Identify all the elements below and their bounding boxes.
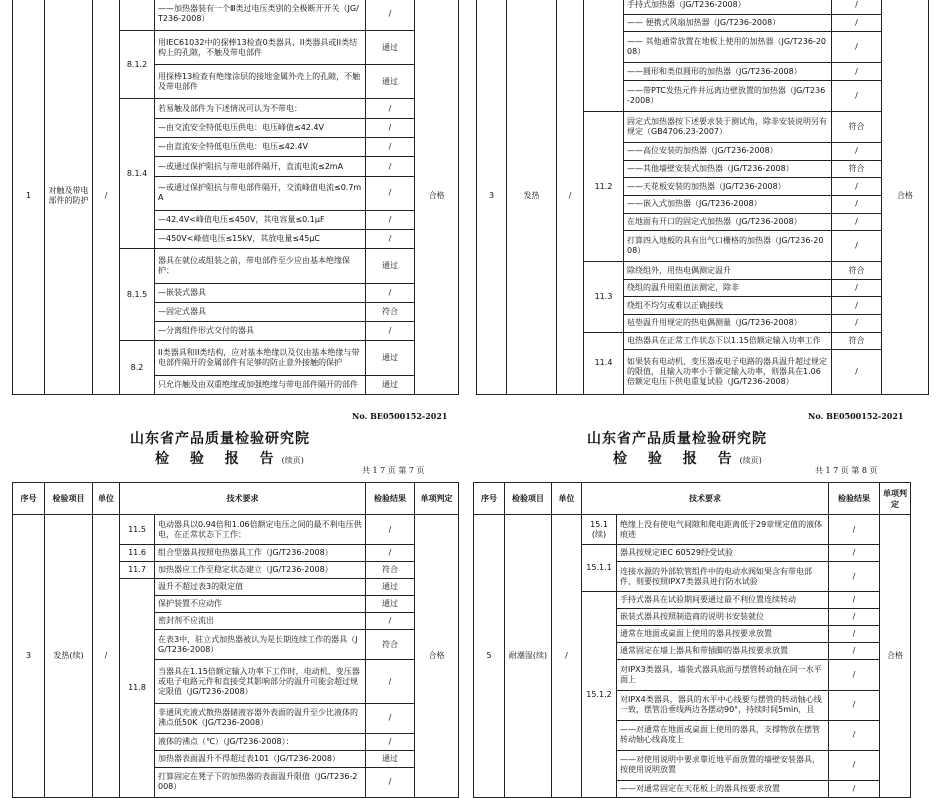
requirement-cell: 除绕组外，用热电偶测定温升 [624, 262, 832, 280]
result-cell: / [366, 545, 415, 562]
requirement-cell: 在表3中，驻立式加热器被认为是长期连续工作的器具（JG/T236-2008） [155, 630, 366, 660]
requirement-cell: 如果装有电动机、变压器或电子电路的器具温升超过规定的限值，且输入功率小于额定输入功率，则器具在1.06倍额定电压下供电重复试验（JG/T236-2008） [624, 350, 832, 395]
report-number: No. BE0500152-2021 [808, 411, 904, 421]
result-cell: / [829, 515, 880, 545]
requirement-cell: 对IPX3类器具，墙装式器具底面与摆管转动轴在同一水平面上 [617, 660, 829, 690]
requirement-cell: 保护装置不应动作 [155, 596, 366, 613]
requirement-cell: 密封剂不应流出 [155, 613, 366, 630]
result-cell: 通过 [366, 750, 415, 767]
result-cell: / [832, 350, 882, 395]
clause-cell: 11.7 [120, 562, 155, 579]
requirement-cell: ——圆形和类似圆形的加热器（JG/T236-2008） [624, 63, 832, 81]
result-cell: 符合 [832, 332, 882, 350]
result-cell: / [366, 733, 415, 750]
judgement-cell: 合格 [880, 515, 911, 798]
result-cell: / [832, 195, 882, 213]
requirement-cell: ——加热器装有一个Ⅲ类过电压类别的全极断开开关（JG/T236-2008） [155, 0, 366, 31]
requirement-cell: 手持式器具在试验期间要通过最不利位置连续转动 [617, 592, 829, 609]
header-result: 检验结果 [829, 483, 880, 515]
clause-cell: 11.4 [584, 332, 624, 394]
requirement-cell: 通常在地面或桌面上使用的器具按要求放置 [617, 626, 829, 643]
result-cell: / [829, 592, 880, 609]
page-count-info: 共 1 7 页 第 8 页 [815, 466, 878, 475]
requirement-cell: ——嵌入式加热器（JG/T236-2008） [624, 195, 832, 213]
result-cell: 通过 [366, 65, 415, 99]
clause-cell: 11.3 [584, 262, 624, 332]
result-cell: / [832, 279, 882, 297]
requirement-cell: —450V<峰值电压≤15kV，其放电量≤45μC [155, 230, 366, 249]
result-cell: / [366, 210, 415, 229]
requirement-cell: —由直流安全特低电压供电：电压≤42.4V [155, 138, 366, 157]
judgement-cell: 合格 [415, 515, 459, 798]
requirement-cell: 毡垫温升用规定的热电偶测量（JG/T236-2008） [624, 315, 832, 333]
requirement-cell: 用探棒13检查有绝缘涂层的接地金属外壳上的孔隙，不触及带电部件 [155, 65, 366, 99]
report-page-8 [470, 400, 950, 793]
requirement-cell: 加热器表面温升不得超过表101（JG/T236-2008） [155, 750, 366, 767]
requirement-cell: —分离组件形式交付的器具 [155, 322, 366, 341]
result-cell: / [366, 613, 415, 630]
requirement-cell: ——对使用说明中要求靠近地平面放置的墙壁安装器具，按使用说明放置 [617, 750, 829, 780]
requirement-cell: 当器具在1.15倍额定输入功率下工作时，电动机、变压器或电子电路元件和直接受其影响部分的温升可能会超过规定限值（JG/T236-2008） [155, 660, 366, 703]
seq-cell: 1 [13, 0, 45, 395]
requirement-cell: ——其他墙壁安装式加热器（JG/T236-2008） [624, 160, 832, 178]
clause-cell: 8.1.4 [120, 99, 155, 249]
result-cell: / [829, 780, 880, 797]
clause-cell: 15.1(续) [582, 515, 617, 545]
result-cell: / [366, 99, 415, 118]
result-cell: / [829, 643, 880, 660]
report-title [155, 448, 304, 468]
result-cell: / [366, 660, 415, 703]
requirement-cell: 对IPX4类器具，器具的水平中心线要与摆管的转动轴心线一致，摆管沿垂线两边各摆动90°，持续时间5min，且 [617, 690, 829, 720]
result-cell: 符合 [366, 562, 415, 579]
requirement-cell: ——对通常在地面或桌面上使用的器具，支撑物放在摆管转动轴心线高度上 [617, 720, 829, 750]
result-cell: 符合 [366, 302, 415, 321]
result-cell: / [832, 0, 882, 14]
result-cell: / [366, 322, 415, 341]
header-unit: 单位 [93, 483, 120, 515]
clause-cell: 11.2 [584, 112, 624, 262]
unit-cell: / [552, 515, 582, 798]
result-cell: 符合 [832, 112, 882, 143]
requirement-cell: 若易触及部件为下述情况可认为不带电： [155, 99, 366, 118]
result-cell: 符合 [366, 630, 415, 660]
unit-cell: / [93, 515, 120, 798]
requirement-cell: ——高位安装的加热器（JG/T236-2008） [624, 143, 832, 161]
table-row [13, 0, 459, 31]
header-result: 检验结果 [366, 483, 415, 515]
requirement-cell: 连接水源的外部软管组件中的电动水阀如果含有带电部件，则要按照IPX7类器具进行防水试验 [617, 562, 829, 592]
result-cell: 通过 [366, 375, 415, 394]
requirement-cell: —由交流安全特低电压供电：电压峰值≤42.4V [155, 118, 366, 137]
result-cell: / [832, 231, 882, 262]
requirement-cell: 在地面有开口的固定式加热器（JG/T236-2008） [624, 213, 832, 231]
test-table-top-left [12, 0, 459, 395]
result-cell: / [832, 178, 882, 196]
requirement-cell: 打算固定在凳子下的加热器的表面温升限值（JG/T236-2008） [155, 767, 366, 797]
seq-cell: 3 [477, 0, 507, 395]
judgement-cell: 合格 [415, 0, 459, 395]
result-cell: / [829, 562, 880, 592]
requirement-cell: 加热器应工作至稳定状态建立（JG/T236-2008） [155, 562, 366, 579]
result-cell: / [366, 283, 415, 302]
result-cell: / [832, 315, 882, 333]
header-seq: 序号 [13, 483, 45, 515]
result-cell: / [366, 230, 415, 249]
report-page-7 [0, 400, 470, 793]
result-cell: / [366, 138, 415, 157]
requirement-cell: ——对通常固定在天花板上的器具按要求放置 [617, 780, 829, 797]
unit-cell: / [557, 0, 584, 395]
requirement-cell: 绕组的温升用阻值法测定，除非 [624, 279, 832, 297]
requirement-cell: 温升不超过表3的限定值 [155, 579, 366, 596]
report-title-text: 检 验 报 告 [155, 451, 282, 467]
header-unit: 单位 [552, 483, 582, 515]
requirement-cell: —或通过保护阻抗与带电部件隔开，交流峰值电流≤0.7mA [155, 176, 366, 210]
requirement-cell: 通常固定在墙上器具和带插脚的器具按要求放置 [617, 643, 829, 660]
result-cell: / [366, 118, 415, 137]
requirement-cell: 嵌装式器具按照制造商的说明书安装就位 [617, 609, 829, 626]
requirement-cell: 固定式加热器按下述要求装于测试角，除非安装说明另有规定（GB4706.23-2007） [624, 112, 832, 143]
header-item: 检验项目 [45, 483, 93, 515]
requirement-cell: —固定式器具 [155, 302, 366, 321]
result-cell: / [366, 0, 415, 31]
requirement-cell: II类器具和II类结构，应对基本绝缘以及仅由基本绝缘与带电部件隔开的金属部件有足够的防止意外接触的保护 [155, 341, 366, 375]
header-item: 检验项目 [505, 483, 552, 515]
test-table-top-right [476, 0, 929, 395]
result-cell: / [829, 750, 880, 780]
header-req: 技术要求 [582, 483, 829, 515]
result-cell: / [366, 157, 415, 176]
result-cell: 通过 [366, 341, 415, 375]
report-title-suffix: (续页) [281, 456, 304, 465]
clause-cell [584, 0, 624, 112]
header-seq: 序号 [474, 483, 505, 515]
requirement-cell: —— 便携式风扇加热器（JG/T236-2008） [624, 14, 832, 32]
result-cell: / [829, 609, 880, 626]
seq-cell: 5 [474, 515, 505, 798]
result-cell: / [829, 690, 880, 720]
requirement-cell: 器具按规定IEC 60529经受试验 [617, 545, 829, 562]
requirement-cell: 非通风充液式散热器储液容器外表面的温升至少比液体的沸点低50K（JG/T236-2008） [155, 703, 366, 733]
result-cell: / [366, 176, 415, 210]
result-cell: 通过 [366, 579, 415, 596]
page-count-info: 共 1 7 页 第 7 页 [362, 466, 425, 475]
report-title [613, 448, 762, 468]
result-cell: 通过 [366, 249, 415, 283]
requirement-cell: —或通过保护阻抗与带电部件隔开，直流电流≤2mA [155, 157, 366, 176]
result-cell: / [366, 515, 415, 545]
clause-cell: 15.1.1 [582, 545, 617, 592]
result-cell: / [832, 32, 882, 63]
item-cell: 对触及带电部件的防护 [45, 0, 93, 395]
report-page-top-right [470, 0, 950, 395]
clause-cell: 15.1.2 [582, 592, 617, 798]
result-cell: / [832, 63, 882, 81]
report-page-top-left [0, 0, 470, 395]
requirement-cell: 只允许触及由双重绝缘或加强绝缘与带电部件隔开的部件 [155, 375, 366, 394]
header-judge: 单项判定 [880, 483, 911, 515]
clause-cell: 8.2 [120, 341, 155, 395]
result-cell: / [832, 297, 882, 315]
report-number: No. BE0500152-2021 [352, 411, 448, 421]
requirement-cell: —42.4V<峰值电压≤450V，其电容量≤0.1μF [155, 210, 366, 229]
requirement-cell: ——带PTC发热元件并远离边壁放置的加热器（JG/T236-2008） [624, 80, 832, 111]
table-row [474, 515, 911, 545]
report-title-suffix: (续页) [739, 456, 762, 465]
requirement-cell: 器具在就位或组装之前，带电部件至少应由基本绝缘保护： [155, 249, 366, 283]
result-cell: 符合 [832, 262, 882, 280]
requirement-cell: 电动器具以0.94倍和1.06倍额定电压之间的最不利电压供电，在正常状态下工作： [155, 515, 366, 545]
item-cell: 发热 [507, 0, 557, 395]
report-title-text: 检 验 报 告 [613, 451, 740, 467]
result-cell: / [829, 626, 880, 643]
result-cell: / [829, 545, 880, 562]
result-cell: 通过 [366, 31, 415, 65]
requirement-cell: 绕组不均匀或难以正确接线 [624, 297, 832, 315]
result-cell: / [832, 80, 882, 111]
institute-name: 山东省产品质量检验研究院 [130, 431, 310, 447]
clause-cell: 11.6 [120, 545, 155, 562]
result-cell: / [366, 703, 415, 733]
requirement-cell: 用IEC61032中的探棒13检查0类器具、II类器具或II类结构上的孔隙，不触及带电部件 [155, 31, 366, 65]
requirement-cell: 打算四入地板的具有出气口栅格的加热器（JG/T236-2008） [624, 231, 832, 262]
requirement-cell: —— 其他通常放置在地板上使用的加热器（JG/T236-2008） [624, 32, 832, 63]
judgement-cell: 合格 [882, 0, 929, 395]
requirement-cell: 组合型器具按照电热器具工作（JG/T236-2008） [155, 545, 366, 562]
test-table-page-7 [12, 482, 459, 798]
result-cell: 通过 [366, 596, 415, 613]
result-cell: / [829, 660, 880, 690]
requirement-cell: 手持式加热器（JG/T236-2008） [624, 0, 832, 14]
clause-cell: 8.1.2 [120, 31, 155, 99]
table-row [13, 515, 459, 545]
result-cell: / [829, 720, 880, 750]
unit-cell: / [93, 0, 120, 395]
result-cell: / [366, 767, 415, 797]
requirement-cell: —嵌装式器具 [155, 283, 366, 302]
requirement-cell: 液体的沸点（℃）（JG/T236-2008）： [155, 733, 366, 750]
requirement-cell: ——天花板安装的加热器（JG/T236-2008） [624, 178, 832, 196]
requirement-cell: 绝缘上没有使电气间隙和爬电距离低于29章规定值的液体痕迹 [617, 515, 829, 545]
item-cell: 发热(续) [45, 515, 93, 798]
clause-cell: 8.1.5 [120, 249, 155, 341]
table-row [477, 0, 929, 14]
header-judge: 单项判定 [415, 483, 459, 515]
clause-cell: 11.8 [120, 579, 155, 798]
seq-cell: 3 [13, 515, 45, 798]
test-table-page-8 [473, 482, 911, 798]
header-req: 技术要求 [120, 483, 366, 515]
institute-name: 山东省产品质量检验研究院 [587, 431, 767, 447]
clause-cell [120, 0, 155, 31]
result-cell: / [832, 143, 882, 161]
result-cell: / [832, 213, 882, 231]
item-cell: 耐潮湿(续) [505, 515, 552, 798]
result-cell: / [832, 14, 882, 32]
result-cell: 符合 [832, 160, 882, 178]
clause-cell: 11.5 [120, 515, 155, 545]
requirement-cell: 电热器具在正常工作状态下以1.15倍额定输入功率工作 [624, 332, 832, 350]
